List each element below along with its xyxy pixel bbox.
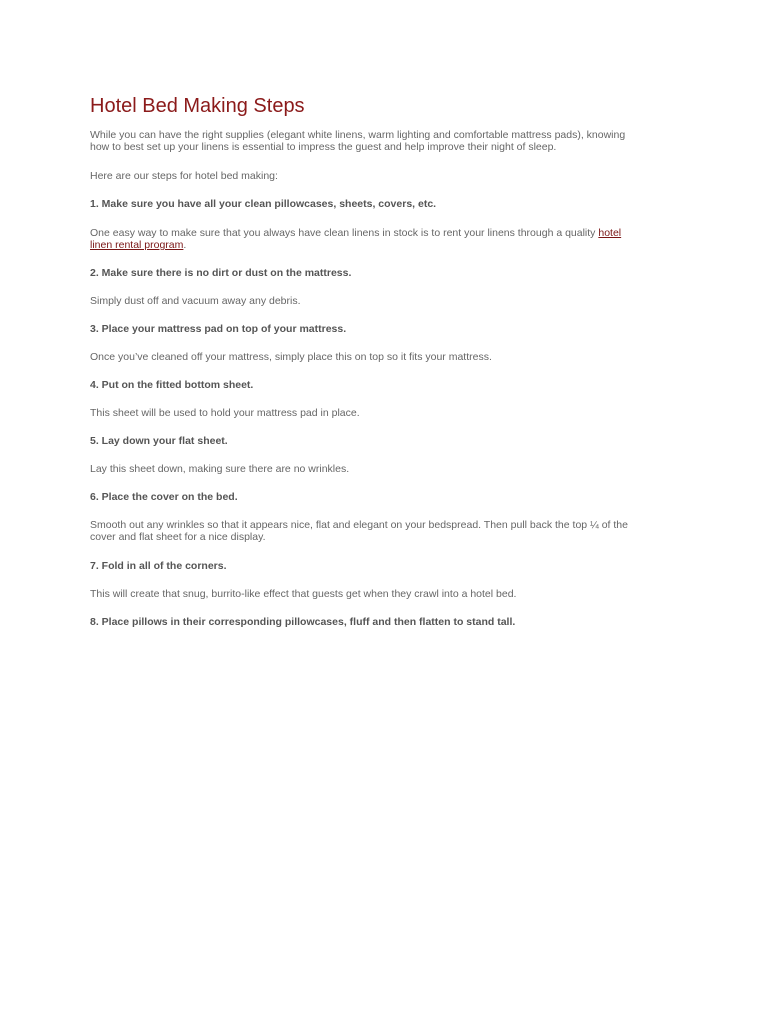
step-heading: 1. Make sure you have all your clean pillowcases, sheets, covers, etc. — [90, 198, 437, 210]
step-body-line — [90, 239, 675, 251]
step-heading: 3. Place your mattress pad on top of your mattress. — [90, 323, 347, 335]
steps-intro: Here are our steps for hotel bed making: — [90, 170, 278, 182]
step-body-line: Smooth out any wrinkles so that it appears nice, flat and elegant on your bedspread. Then pull back the top ¼ of the — [90, 519, 628, 531]
step-heading: 8. Place pillows in their corresponding pillowcases, fluff and then flatten to stand tall. — [90, 616, 516, 628]
step-body: Lay this sheet down, making sure there are no wrinkles. — [90, 463, 350, 475]
intro-line: how to best set up your linens is essential to impress the guest and help improve their night of sleep. — [90, 141, 557, 153]
step-body-line — [90, 227, 675, 239]
step-heading: 4. Put on the fitted bottom sheet. — [90, 379, 254, 391]
page-title: Hotel Bed Making Steps — [90, 95, 305, 117]
step-body: This sheet will be used to hold your mattress pad in place. — [90, 407, 360, 419]
intro-paragraph — [90, 129, 675, 153]
hotel-linen-rental-link[interactable]: hotel — [598, 227, 622, 239]
step-body: Once you’ve cleaned off your mattress, simply place this on top so it fits your mattress. — [90, 351, 492, 363]
step-heading: 5. Lay down your flat sheet. — [90, 435, 228, 447]
hotel-linen-rental-link[interactable]: linen rental program — [90, 239, 184, 251]
step-body: Simply dust off and vacuum away any debris. — [90, 295, 301, 307]
step-body-text: . — [183, 239, 187, 251]
step-heading: 6. Place the cover on the bed. — [90, 491, 238, 503]
intro-line: While you can have the right supplies (elegant white linens, warm lighting and comfortable mattress pads), knowing — [90, 129, 626, 141]
step-heading: 2. Make sure there is no dirt or dust on the mattress. — [90, 267, 352, 279]
step-body — [90, 227, 675, 251]
step-body — [90, 519, 675, 543]
step-body-text: One easy way to make sure that you always have clean linens in stock is to rent your linens through a quality — [90, 227, 599, 239]
step-body: This will create that snug, burrito-like effect that guests get when they crawl into a hotel bed. — [90, 588, 517, 600]
step-body-line: cover and flat sheet for a nice display. — [90, 531, 266, 543]
step-heading: 7. Fold in all of the corners. — [90, 560, 227, 572]
